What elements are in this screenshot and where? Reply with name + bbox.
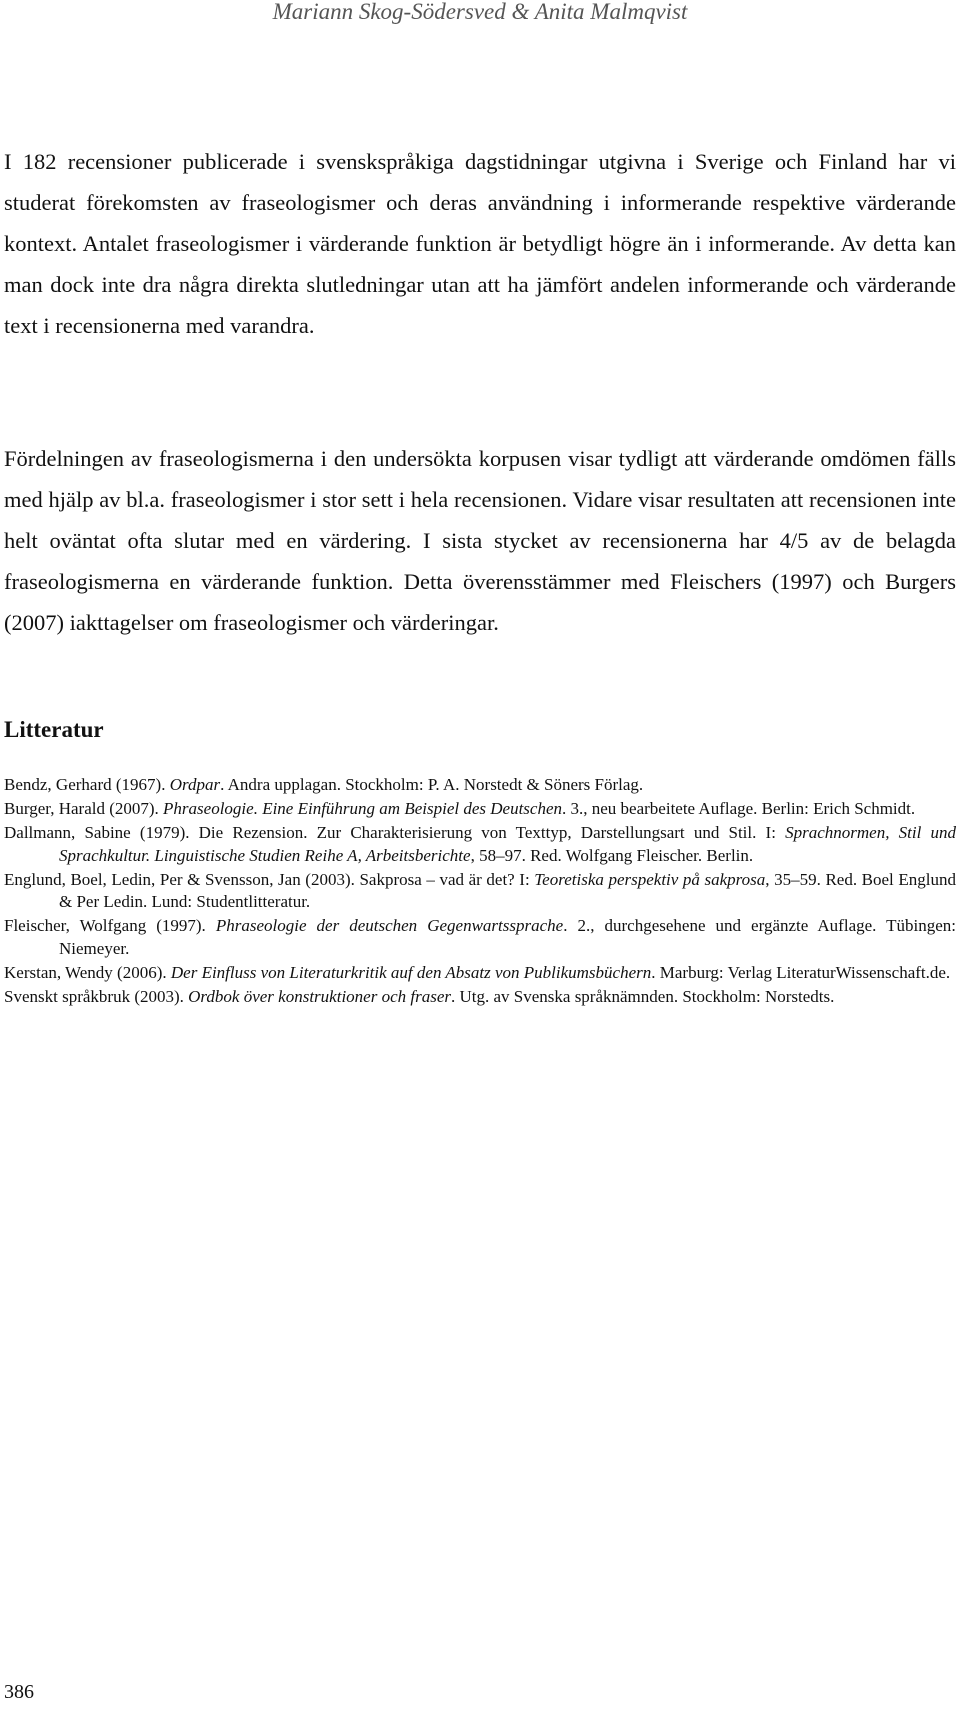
reference-text: Bendz, Gerhard (1967). xyxy=(4,775,170,794)
reference-text: , 58–97. Red. Wolfgang Fleischer. Berlin. xyxy=(470,845,754,865)
reference-kerstan xyxy=(4,962,956,985)
reference-svenskt-sprakbruk xyxy=(4,986,956,1009)
reference-fleischer xyxy=(4,915,956,960)
reference-text: . Utg. av Svenska språknämnden. Stockholm: Norstedts. xyxy=(450,986,835,1006)
reference-title: Ordbok över konstruktioner och fraser xyxy=(188,986,451,1006)
reference-text: . 3., neu bearbeitete Auflage. Berlin: Erich Schmidt. xyxy=(562,799,916,818)
reference-text: , 35–59. Red. Boel Englund & Per Ledin. Lund: Studentlitteratur. xyxy=(59,869,956,911)
reference-title: Sprachnormen, Stil und Sprachkultur. Linguistische Studien Reihe A, Arbeitsberichte xyxy=(59,823,956,865)
reference-text: Svenskt språkbruk (2003). xyxy=(4,986,189,1006)
reference-title: Ordpar xyxy=(169,775,221,794)
reference-text: . Andra upplagan. Stockholm: P. A. Norstedt & Söners Förlag. xyxy=(220,775,644,794)
reference-title: Der Einfluss von Literaturkritik auf den Absatz von Publikumsbüchern xyxy=(170,962,652,982)
running-header: Mariann Skog-Södersved & Anita Malmqvist xyxy=(272,0,688,24)
reference-dallmann xyxy=(4,822,956,867)
reference-title: Phraseologie. Eine Einführung am Beispiel des Deutschen xyxy=(163,799,562,818)
page-number: 386 xyxy=(4,1681,34,1703)
body-paragraph-2: Fördelningen av fraseologismerna i den undersökta korpusen visar tydligt att värderande omdömen fälls med hjälp av bl.a. fraseologismer i stor sett i hela recensionen. Vidare visar resultaten att recensionen inte helt oväntat ofta slutar med en värdering. I sista stycket av recensionerna har 4/5 av de belagda fraseologismerna en värderande funktion. Detta överensstämmer med Fleischers (1997) och Burgers (2007) iakttagelser om fraseologismer och värderingar. xyxy=(4,445,956,635)
reference-englund xyxy=(4,869,956,914)
reference-bendz xyxy=(4,774,956,797)
reference-text: Burger, Harald (2007). xyxy=(4,799,164,818)
reference-text: Dallmann, Sabine (1979). Die Rezension. Zur Charakterisierung von Texttyp, Darstellungsart und Stil. I: xyxy=(4,823,786,842)
reference-burger xyxy=(4,798,956,821)
reference-text: Kerstan, Wendy (2006). xyxy=(4,962,171,982)
section-heading-litteratur: Litteratur xyxy=(4,717,104,742)
reference-title: Teoretiska perspektiv på sakprosa xyxy=(534,869,766,889)
reference-text: . 2., durchgesehene und ergänzte Auflage. Tübingen: Niemeyer. xyxy=(59,916,956,958)
reference-text: Englund, Boel, Ledin, Per & Svensson, Jan (2003). Sakprosa – vad är det? I: xyxy=(4,869,535,889)
reference-list xyxy=(4,774,956,1010)
reference-text: Fleischer, Wolfgang (1997). xyxy=(4,916,216,935)
body-paragraph-1: I 182 recensioner publicerade i svenskspråkiga dagstidningar utgivna i Sverige och Finland har vi studerat förekomsten av fraseologismer och deras användning i informerande respektive värderande kontext. Antalet fraseologismer i värderande funktion är betydligt högre än i informerande. Av detta kan man dock inte dra några direkta slutledningar utan att ha jämfört andelen informerande och värderande text i recensionerna med varandra. xyxy=(4,148,956,338)
reference-text: . Marburg: Verlag LiteraturWissenschaft.de. xyxy=(651,962,951,982)
reference-title: Phraseologie der deutschen Gegenwartssprache xyxy=(215,916,564,935)
